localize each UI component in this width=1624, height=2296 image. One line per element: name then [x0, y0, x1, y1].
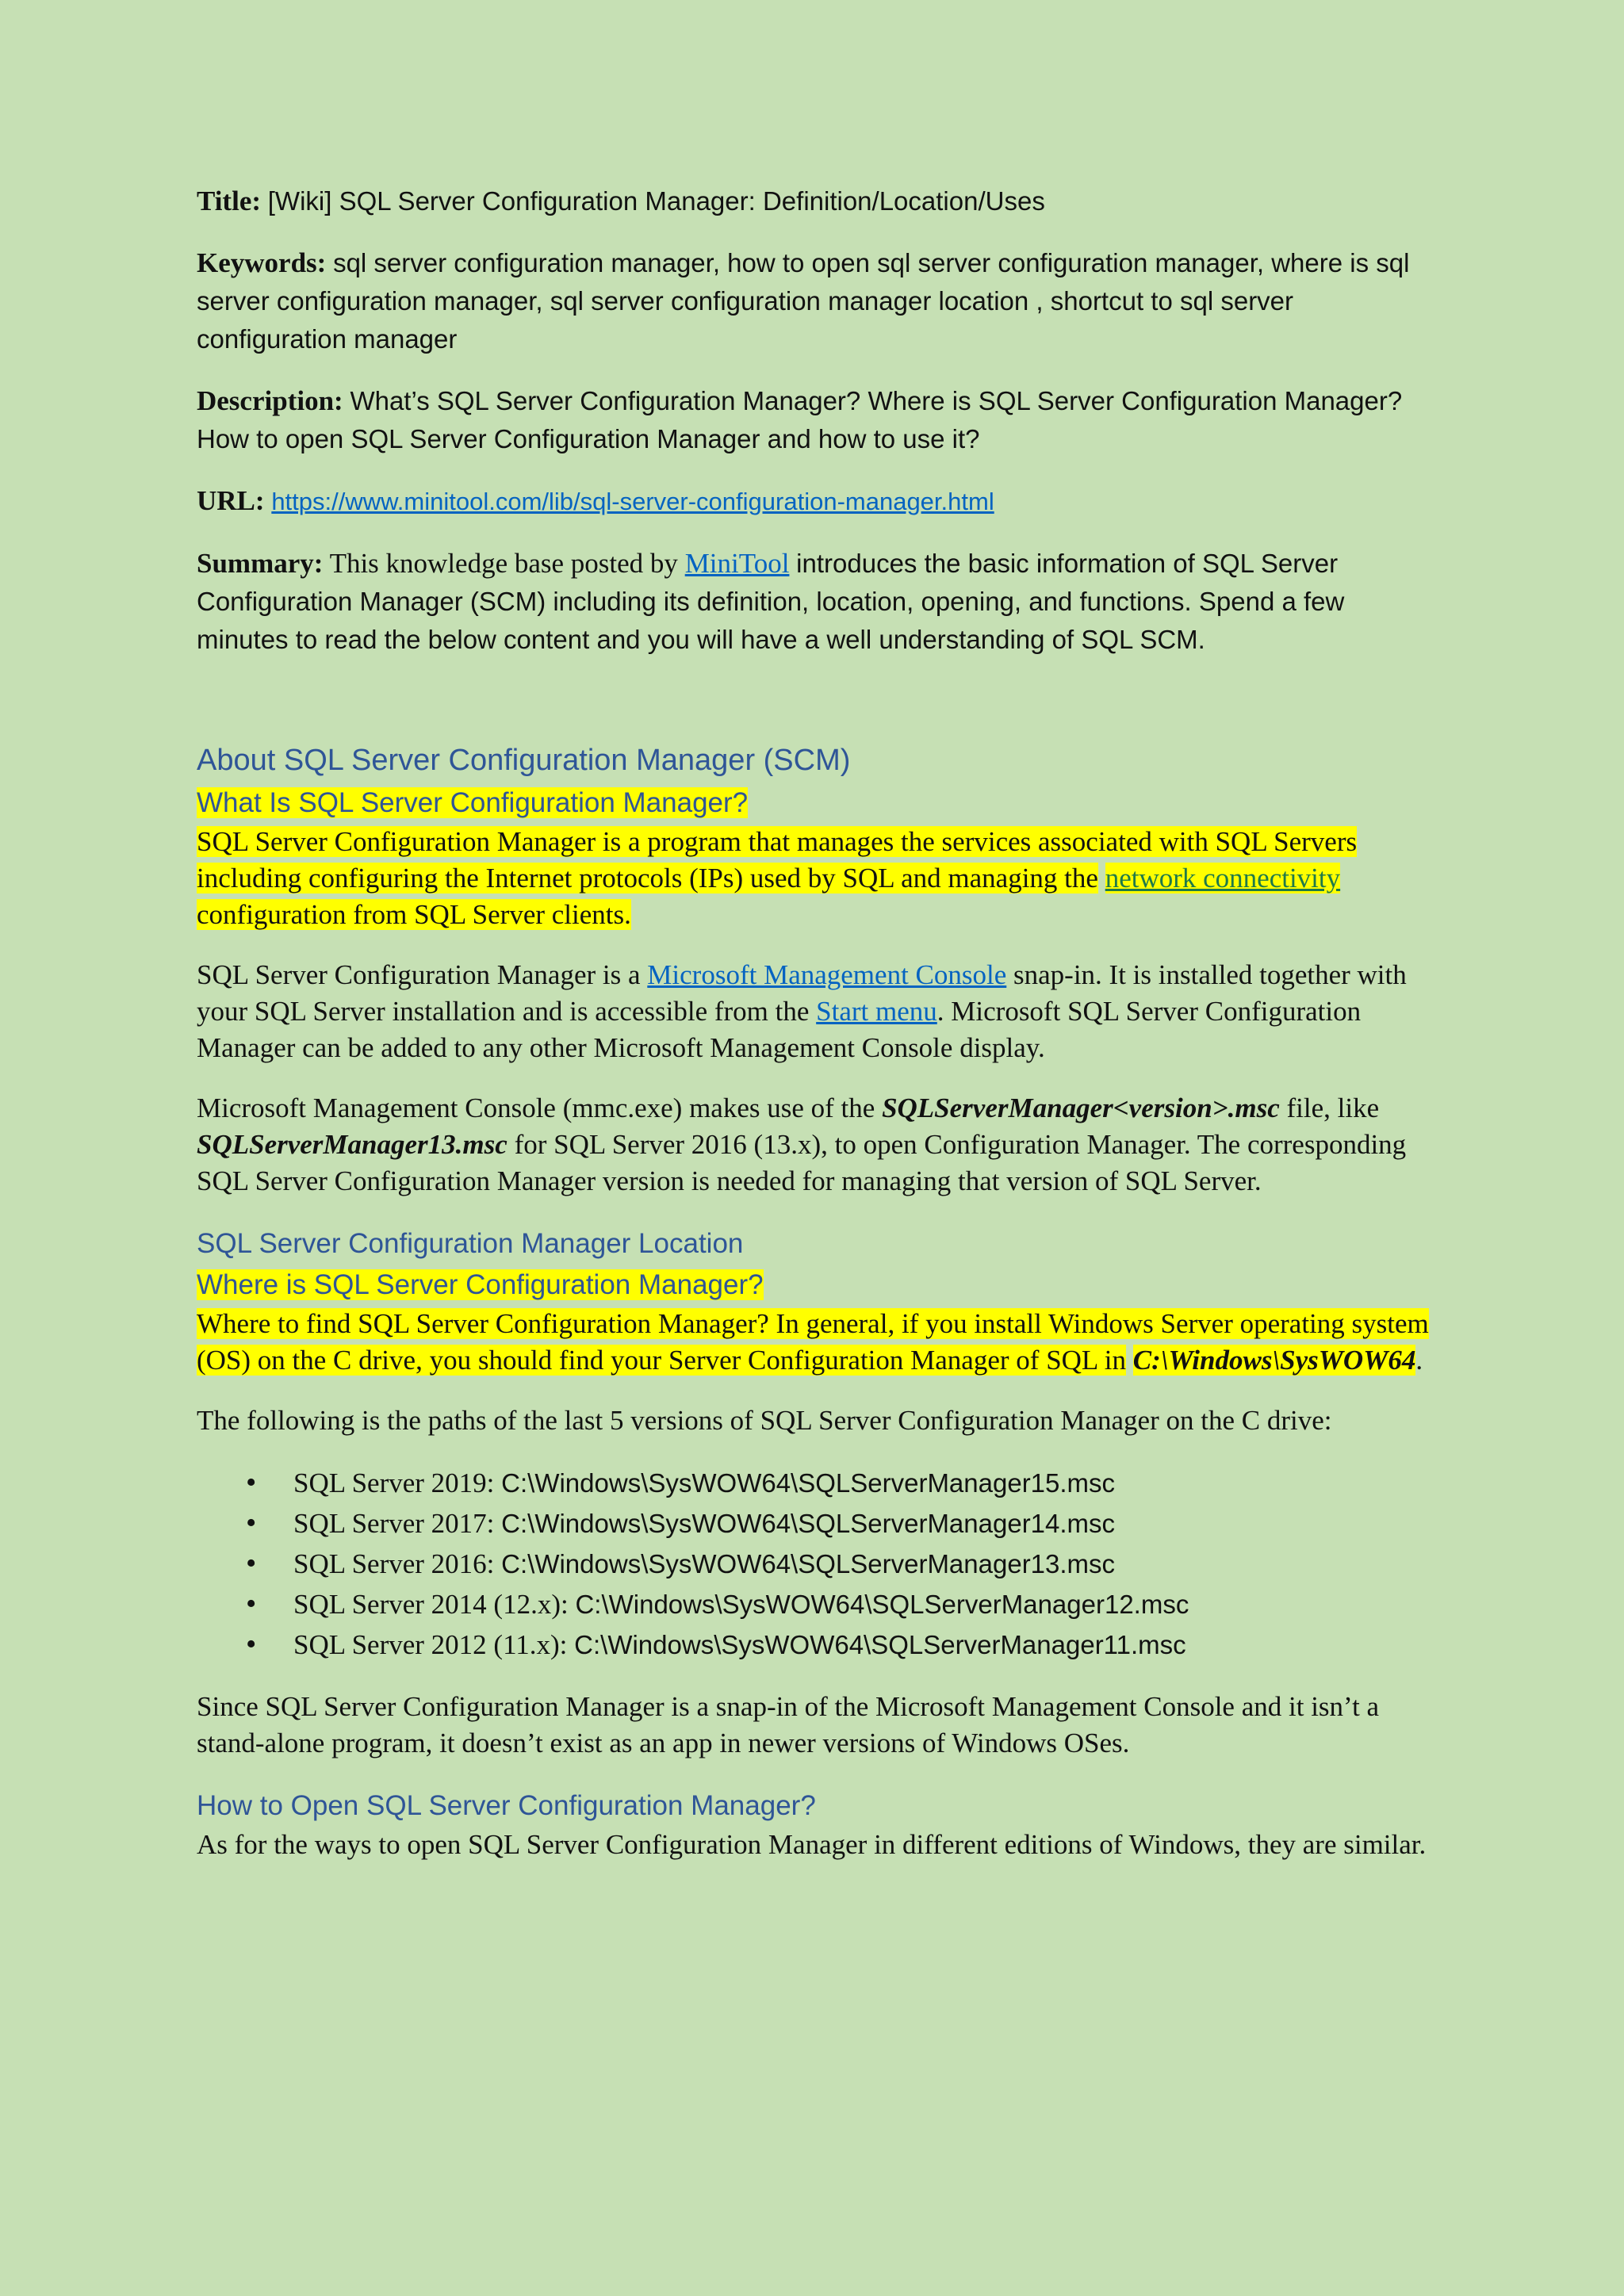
about-p2-a: SQL Server Configuration Manager is a — [197, 959, 641, 990]
list-item — [293, 1624, 1434, 1665]
path-value: C:\Windows\SysWOW64\SQLServerManager12.msc — [575, 1590, 1189, 1619]
section-heading-about: About SQL Server Configuration Manager (SCM) — [197, 744, 851, 777]
version-label: SQL Server 2017: — [293, 1508, 495, 1539]
location-p1-c: . — [1415, 1345, 1423, 1376]
path-value: C:\Windows\SysWOW64\SQLServerManager15.msc — [501, 1468, 1116, 1498]
about-paragraph-2 — [197, 957, 1434, 1066]
about-p3-d: for SQL Server 2016 (13.x), to open Configuration Manager. The corresponding SQL Server Configuration Manager version is needed for managing that version of SQL Server. — [197, 1129, 1407, 1196]
mmc-link[interactable]: Microsoft Management Console — [647, 959, 1007, 990]
list-item — [293, 1503, 1434, 1544]
about-paragraph-3 — [197, 1090, 1434, 1200]
version-label: SQL Server 2012 (11.x): — [293, 1629, 568, 1660]
document-page — [197, 182, 1434, 1887]
title-label: Title: — [197, 186, 262, 216]
path-value: C:\Windows\SysWOW64\SQLServerManager13.msc — [501, 1549, 1116, 1578]
location-p1-a: Where to find SQL Server Configuration Manager? In general, if you install Windows Server operating system (OS) on the C drive, you should find your Server Configuration Manager of SQL in — [197, 1308, 1429, 1376]
version-label: SQL Server 2016: — [293, 1548, 495, 1579]
keywords-line — [197, 244, 1434, 358]
summary-label: Summary: — [197, 548, 324, 579]
version-label: SQL Server 2019: — [293, 1468, 495, 1498]
paths-list — [197, 1463, 1434, 1665]
list-item — [293, 1463, 1434, 1503]
keywords-label: Keywords: — [197, 247, 327, 278]
summary-pre: This knowledge base posted by — [329, 548, 678, 579]
list-item — [293, 1584, 1434, 1624]
subheading-where-is-text: Where is SQL Server Configuration Manager? — [197, 1269, 764, 1300]
location-paragraph-2: The following is the paths of the last 5 versions of SQL Server Configuration Manager on the C drive: — [197, 1405, 1332, 1436]
url-label: URL: — [197, 485, 265, 516]
section-heading-location: SQL Server Configuration Manager Location — [197, 1228, 744, 1259]
open-paragraph-1: As for the ways to open SQL Server Configuration Manager in different editions of Windows, they are similar. — [197, 1829, 1427, 1860]
summary-line — [197, 545, 1434, 659]
subheading-what-is-text: What Is SQL Server Configuration Manager? — [197, 787, 749, 818]
about-p3-a: Microsoft Management Console (mmc.exe) makes use of the — [197, 1093, 875, 1123]
subheading-what-is — [197, 783, 1434, 824]
description-value: What’s SQL Server Configuration Manager? Where is SQL Server Configuration Manager? How to open SQL Server Configuration Manager and how to use it? — [197, 386, 1403, 453]
title-line — [197, 182, 1434, 220]
about-p2-b: snap-in. It is installed together with your SQL Server installation and is accessible from the — [197, 959, 1407, 1027]
description-line — [197, 382, 1434, 458]
about-paragraph-1 — [197, 824, 1434, 933]
section-heading-open: How to Open SQL Server Configuration Manager? — [197, 1790, 816, 1821]
about-p3-c: file, like — [1286, 1093, 1380, 1123]
network-connectivity-link[interactable]: network connectivity — [1105, 863, 1341, 894]
about-p2-c: . Microsoft SQL Server Configuration Manager can be added to any other Microsoft Management Console display. — [197, 996, 1362, 1063]
msc-filename-generic: SQLServerManager<version>.msc — [882, 1093, 1280, 1123]
url-line — [197, 482, 1434, 521]
minitool-link[interactable]: MiniTool — [684, 548, 790, 579]
list-item — [293, 1544, 1434, 1584]
url-link[interactable]: https://www.minitool.com/lib/sql-server-configuration-manager.html — [271, 488, 994, 515]
path-value: C:\Windows\SysWOW64\SQLServerManager11.msc — [574, 1630, 1186, 1659]
path-value: C:\Windows\SysWOW64\SQLServerManager14.msc — [501, 1509, 1116, 1538]
title-value: [Wiki] SQL Server Configuration Manager: Definition/Location/Uses — [267, 186, 1045, 216]
subheading-where-is — [197, 1265, 1434, 1306]
location-paragraph-1 — [197, 1306, 1434, 1379]
description-label: Description: — [197, 385, 343, 416]
keywords-value: sql server configuration manager, how to open sql server configuration manager, where is sql server configuration manager, sql server configuration manager location , shortcut to sql server configuration manager — [197, 248, 1410, 354]
start-menu-link[interactable]: Start menu — [816, 996, 937, 1027]
version-label: SQL Server 2014 (12.x): — [293, 1589, 569, 1620]
about-p1-text: SQL Server Configuration Manager is a program that manages the services associated with SQL Servers including configuring the Internet protocols (IPs) used by SQL and managing the — [197, 826, 1358, 894]
summary-post: introduces the basic information of SQL Server Configuration Manager (SCM) including its definition, location, opening, and functions. Spend a few minutes to read the below content and you will have a well understanding of SQL SCM. — [197, 549, 1345, 654]
syswow64-path: C:\Windows\SysWOW64 — [1132, 1345, 1416, 1376]
location-paragraph-3: Since SQL Server Configuration Manager is a snap-in of the Microsoft Management Console and it isn’t a stand-alone program, it doesn’t exist as an app in newer versions of Windows OSes. — [197, 1691, 1380, 1758]
msc-filename-13: SQLServerManager13.msc — [197, 1129, 508, 1160]
about-p1-end: configuration from SQL Server clients. — [197, 899, 631, 930]
